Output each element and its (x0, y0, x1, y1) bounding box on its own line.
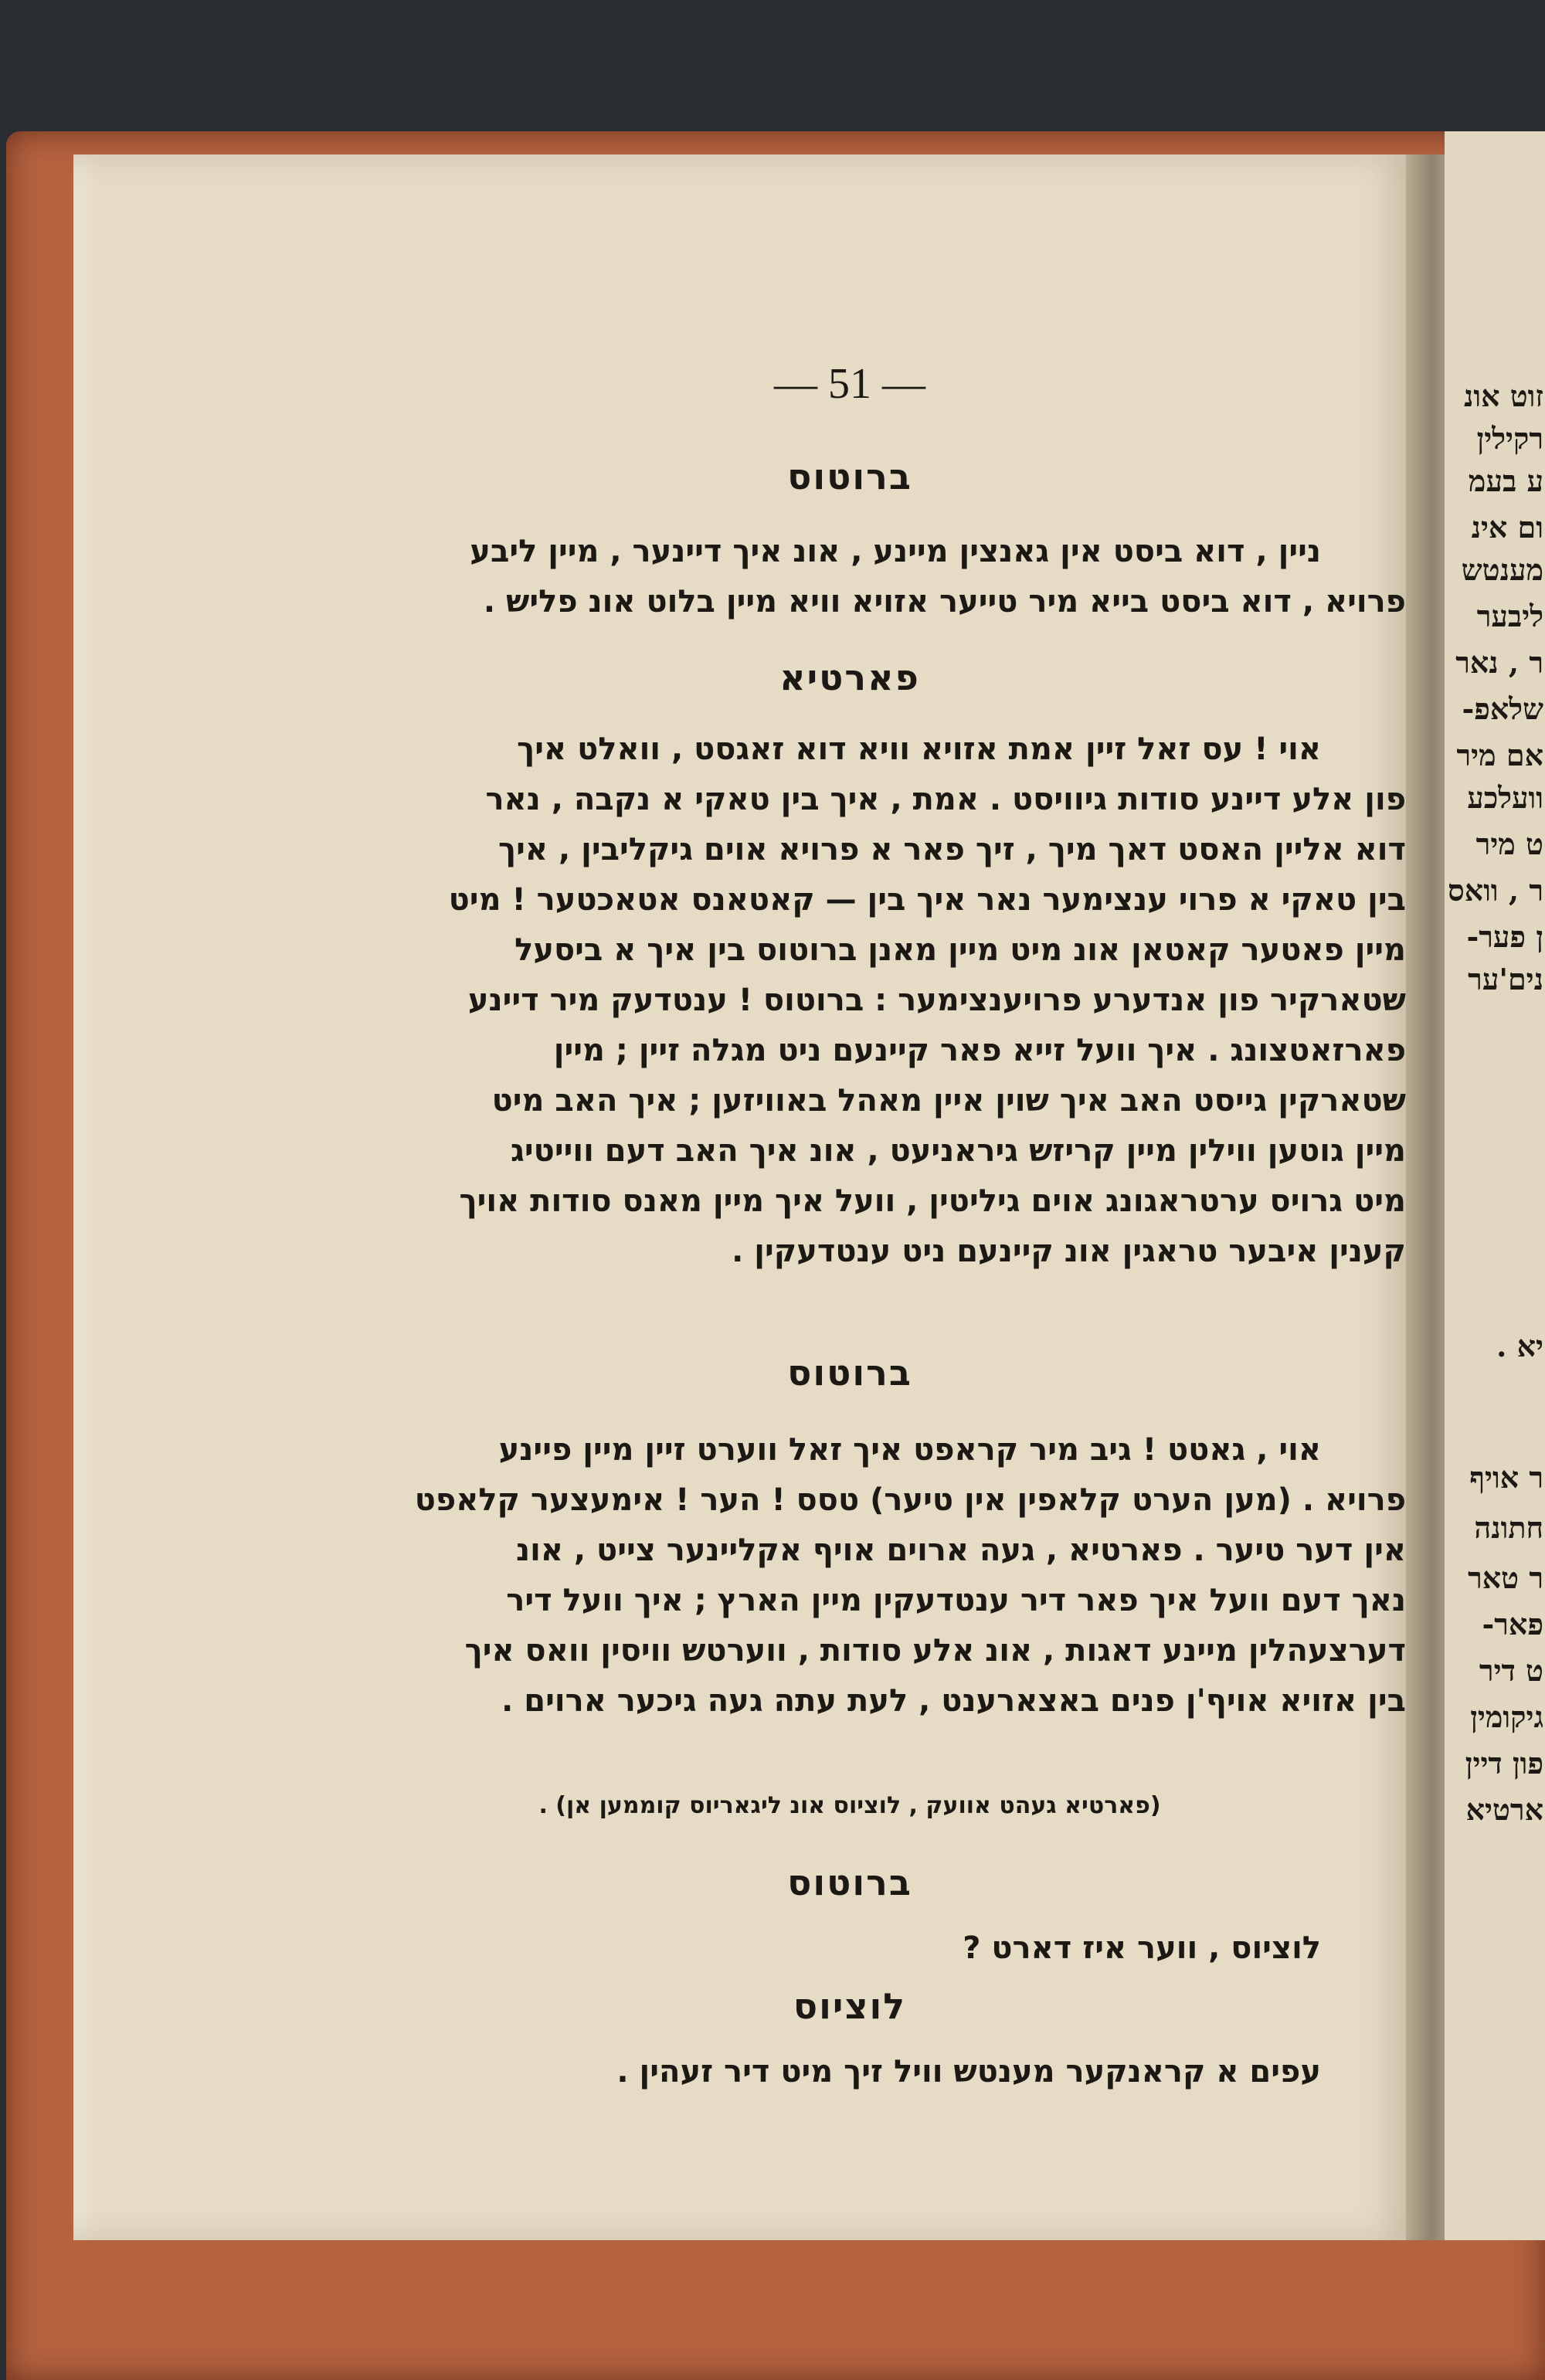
speaker-heading: ברוטוס (787, 1862, 912, 1903)
right-page-text-fragment: נים'ער (1468, 962, 1543, 996)
text-line: אוי ! עס זאל זיין אמת אזויא וויא דוא זאגסט , וואלט איך (517, 732, 1321, 767)
text-line: מיט גרויס ערטראגונג אוים גיליטין , וועל איך מיין מאנס סודות אויך (459, 1183, 1406, 1219)
speaker-heading: לוציוס (793, 1985, 907, 2027)
text-line: נאך דעם וועל איך פאר דיר ענטדעקין מיין הארץ ; איך וועל דיר (506, 1583, 1406, 1618)
right-page-text-fragment: ום אינ (1471, 510, 1543, 545)
text-line: לוציוס , ווער איז דארט ? (963, 1930, 1321, 1966)
text-line: פרויא . (מען הערט קלאפין אין טיער) טסס ! הער ! אימעצער קלאפט (414, 1482, 1406, 1518)
right-page-text-fragment: פון דיין (1465, 1746, 1543, 1781)
speaker-heading: ברוטוס (787, 1352, 912, 1394)
right-page-text-fragment: אם מיר (1456, 738, 1543, 772)
speaker-heading: ברוטוס (787, 456, 912, 497)
right-page-text-fragment: ט מיר (1475, 827, 1543, 861)
speaker-heading: פארטיא (779, 657, 920, 698)
text-line: אין דער טיער . פארטיא , געה ארוים אויף אקליינער צייט , אונ (516, 1533, 1406, 1568)
text-line: דוא אליין האסט דאך מיך , זיך פאר א פרויא אוים גיקליבין , איך (498, 832, 1406, 867)
text-line: שטארקיר פון אנדערע פרויענצימער : ברוטוס ! ענטדעק מיר דיינע (467, 983, 1406, 1018)
right-page-text-fragment: ן פער- (1466, 919, 1543, 954)
right-page-text-fragment: ר טאר (1468, 1560, 1543, 1595)
book-gutter (1406, 154, 1448, 2240)
right-page-text-fragment: ליבער (1476, 599, 1543, 633)
right-page-text-fragment: פאר- (1482, 1607, 1543, 1642)
text-line: פארזאטצונג . איך וועל זייא פאר קיינעם ניט מגלה זיין ; מיין (553, 1033, 1406, 1068)
right-page-text-fragment: זוט אונ (1464, 379, 1543, 413)
text-line: דערצעהלין מיינע דאגות , אונ אלע סודות , ווערטש וויסין וואס איך (464, 1633, 1406, 1669)
right-page-text-fragment: ר , וואס (1448, 873, 1543, 908)
text-line: בין טאקי א פרוי ענצימער נאר איך בין — קאטאנס אטאכטער ! מיט (448, 882, 1406, 918)
text-line: שטארקין גייסט האב איך שוין איין מאהל באוויזען ; איך האב מיט (491, 1083, 1406, 1119)
right-page-text-fragment: ארטיא (1465, 1792, 1543, 1827)
text-line: מיין פאטער קאטאן אונ מיט מיין מאנן ברוטוס בין איך א ביסעל (514, 932, 1406, 968)
text-line: אוי , גאטט ! גיב מיר קראפט איך זאל ווערט זיין מיין פיינע (498, 1432, 1321, 1468)
right-page-text-fragment: וועלכע (1467, 780, 1543, 815)
right-page-text-fragment: רקילין (1476, 421, 1543, 456)
text-line: פון אלע דיינע סודות גיוויסט . אמת , איך בין טאקי א נקבה , נאר (485, 782, 1406, 817)
text-line: עפים א קראנקער מענטש וויל זיך מיט דיר זעהין . (616, 2054, 1321, 2090)
text-line: פרויא , דוא ביסט בייא מיר טייער אזויא וויא מיין בלוט אונ פליש . (483, 584, 1406, 620)
right-page-text-fragment: חתונה (1474, 1510, 1543, 1545)
text-line: ניין , דוא ביסט אין גאנצין מיינע , אונ איך דיינער , מיין ליבע (470, 534, 1321, 569)
right-page-text-fragment: יא . (1496, 1329, 1543, 1363)
text-line: קענין איבער טראגין אונ קיינעם ניט ענטדעקין . (732, 1234, 1406, 1269)
page-number: — 51 — (774, 360, 925, 408)
stage-direction: (פארטיא געהט אוועק , לוציוס אונ ליגאריוס קוממען אן) . (538, 1792, 1161, 1819)
right-page-text-fragment: מענטש (1461, 552, 1543, 587)
right-page-edge (1445, 131, 1545, 2240)
text-line: בין אזויא אויף'ן פנים באצארענט , לעת עתה געה גיכער ארוים . (501, 1683, 1406, 1719)
text-line: מיין גוטען ווילין מיין קריזש גיראניעט , אונ איך האב דעם ווייטיג (511, 1133, 1406, 1169)
right-page-text-fragment: ר אויף (1469, 1460, 1543, 1495)
right-page-text-fragment: ע בעמ (1468, 463, 1543, 498)
right-page-text-fragment: שלאפ- (1462, 691, 1543, 726)
right-page-text-fragment: ר , נאר (1455, 645, 1543, 680)
right-page-text-fragment: ט דיר (1479, 1653, 1543, 1688)
right-page-text-fragment: גיקומין (1470, 1699, 1543, 1734)
